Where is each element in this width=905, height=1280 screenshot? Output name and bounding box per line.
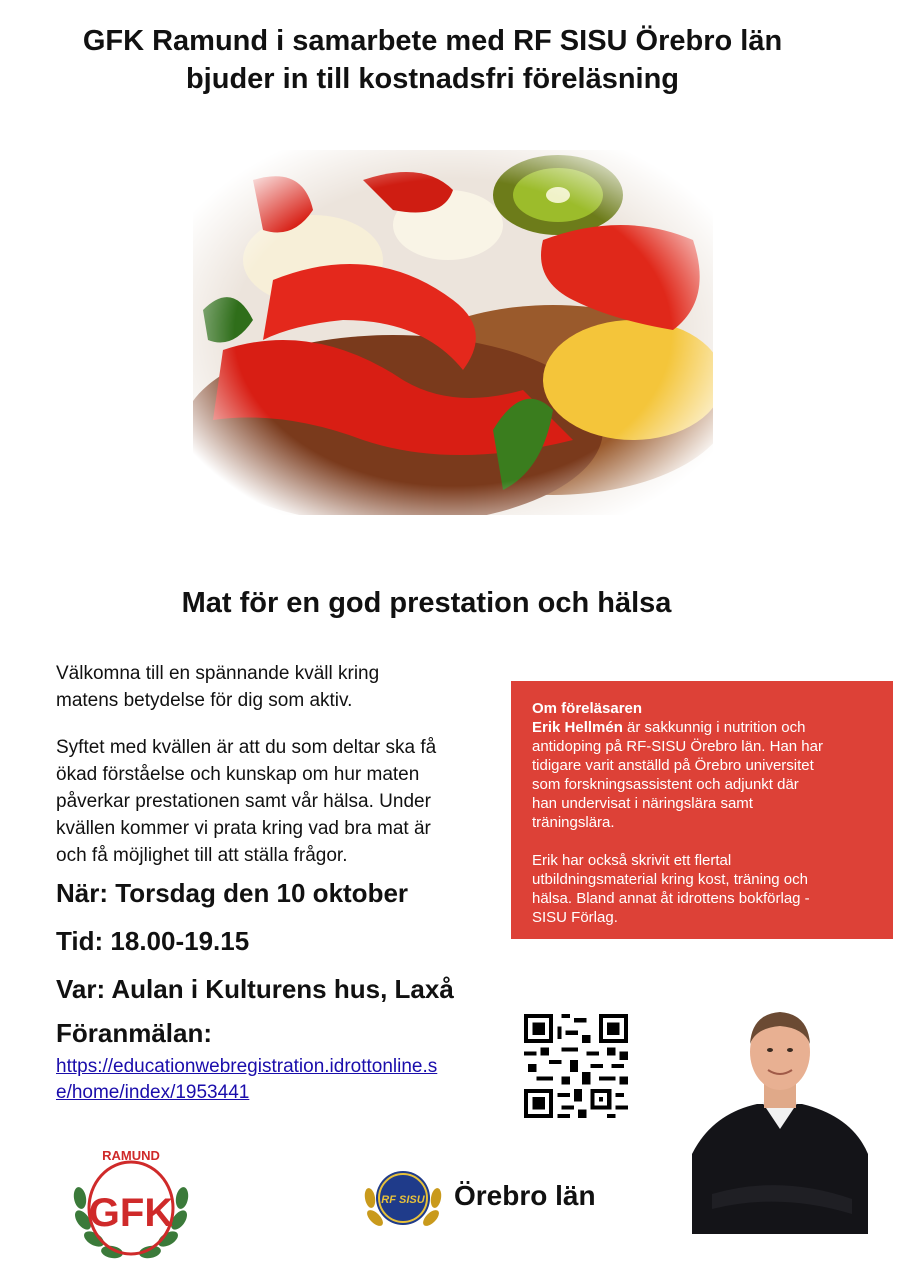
- sisu-region-name: Örebro län: [454, 1180, 596, 1211]
- purpose-line: ökad förståelse och kunskap om hur maten: [56, 764, 420, 785]
- speaker-bio-line: han undervisat i näringslära samt: [532, 795, 753, 812]
- speaker-bio-line: tidigare varit anställd på Örebro universitet: [532, 757, 814, 774]
- registration-label: Föranmälan:: [56, 1018, 213, 1048]
- registration-link-line: https://educationwebregistration.idrottonline.s: [56, 1056, 438, 1077]
- purpose-text: [56, 734, 496, 869]
- speaker-name: Erik Hellmén: [532, 719, 623, 736]
- intro-text: [56, 660, 496, 714]
- event-subtitle: Mat för en god prestation och hälsa: [181, 587, 672, 619]
- speaker-heading: Om föreläsaren: [532, 700, 643, 717]
- event-date: När: Torsdag den 10 oktober: [56, 878, 409, 908]
- speaker-bio-line: träningslära.: [532, 814, 615, 831]
- speaker-bio-line: antidoping på RF-SISU Örebro län. Han har: [532, 738, 823, 755]
- rf-sisu-logo: [362, 1160, 444, 1236]
- gfk-arc-text: RAMUND: [102, 1148, 160, 1163]
- speaker-bio-line: som forskningsassistent och adjunkt där: [532, 776, 799, 793]
- speaker-extra-line: SISU Förlag.: [532, 909, 618, 926]
- registration-link[interactable]: [56, 1054, 506, 1106]
- speaker-bio-line: är sakkunnig i nutrition och: [622, 719, 806, 736]
- purpose-line: Syftet med kvällen är att du som deltar ska få: [56, 737, 437, 758]
- purpose-line: och få möjlighet till att ställa frågor.: [56, 845, 348, 866]
- food-photo: [193, 150, 713, 515]
- title-line-1: GFK Ramund i samarbete med RF SISU Örebro län: [82, 25, 783, 57]
- event-time: Tid: 18.00-19.15: [56, 926, 250, 956]
- purpose-line: kvällen kommer vi prata kring vad bra mat är: [56, 818, 431, 839]
- speaker-extra-line: hälsa. Bland annat åt idrottens bokförlag -: [532, 890, 810, 907]
- speaker-extra-line: Erik har också skrivit ett flertal: [532, 852, 732, 869]
- registration-qr-code[interactable]: [524, 1014, 628, 1118]
- speaker-info-box: [511, 681, 893, 939]
- intro-line: matens betydelse för dig som aktiv.: [56, 690, 353, 711]
- poster-title: [0, 22, 865, 98]
- speaker-extra-line: utbildningsmaterial kring kost, träning och: [532, 871, 808, 888]
- purpose-line: påverkar prestationen samt vår hälsa. Under: [56, 791, 431, 812]
- sisu-mark-text: RF SISU: [381, 1194, 425, 1206]
- event-location: Var: Aulan i Kulturens hus, Laxå: [56, 974, 454, 1004]
- title-line-2: bjuder in till kostnadsfri föreläsning: [185, 63, 680, 95]
- speaker-photo: [692, 1004, 868, 1234]
- registration-link-line: e/home/index/1953441: [56, 1082, 250, 1103]
- gfk-letters: GFK: [88, 1191, 174, 1235]
- intro-line: Välkomna till en spännande kväll kring: [56, 663, 380, 684]
- gfk-ramund-logo: [66, 1138, 196, 1264]
